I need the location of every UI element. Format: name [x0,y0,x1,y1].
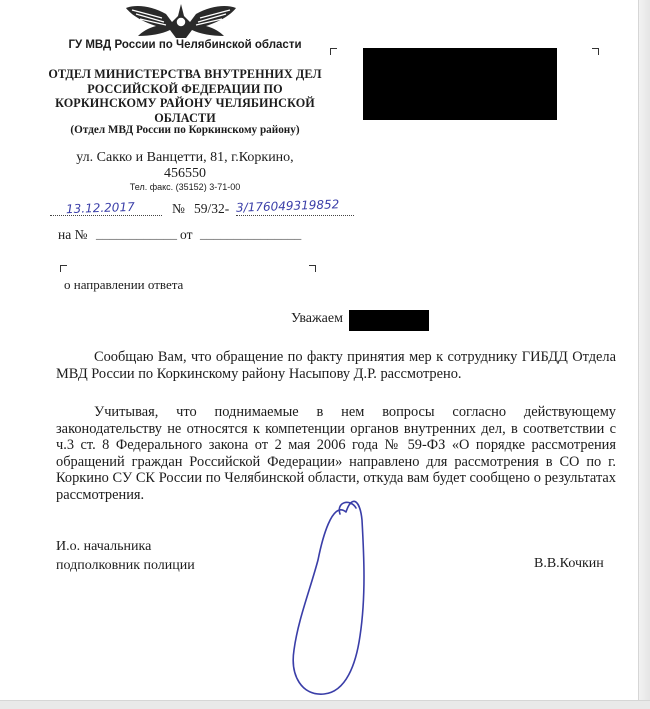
signatory-title: И.о. начальника [56,539,152,554]
addressee-redaction [363,48,557,120]
letter-subject: о направлении ответа [64,277,184,292]
body-paragraph-2: Учитывая, что поднимаемые в нем вопросы согласно действующему законодательству не относятся к компетенции органов внутренних дел, в соответствии с ч.3 ст. 8 Федерального закона от 2 мая 2006 года № 59-ФЗ «О порядке рассмотрения обращений граждан Российской Федерации» направлено для рассмотрения в СО по г. Коркино СУ СК России по Челябинской области, откуда вам будет сообщено о результатах рассмотрения. [56,404,616,503]
department-line: КОРКИНСКОМУ РАЙОНУ ЧЕЛЯБИНСКОЙ [55,96,315,110]
signatory-position [56,537,195,575]
reference-blank: ____________ [96,226,177,241]
department-line: ОБЛАСТИ [154,110,216,125]
department-short-name: (Отдел МВД России по Коркинскому району) [70,124,300,136]
signatory-name: В.В.Кочкин [534,556,604,571]
from-label: от [180,227,193,242]
subject-corner-left [60,265,67,272]
number-label: № [172,201,185,216]
address-zip: 456550 [164,166,206,181]
phone-fax: Тел. факс. (35152) 3-71-00 [129,182,241,192]
addressee-corner-right [592,48,599,55]
page-edge-right [638,0,650,708]
registration-number-printed: 59/32- [194,201,230,216]
ministry-name: ГУ МВД России по Челябинской области [68,39,302,51]
address [40,150,330,182]
registration-date-handwritten: 13.12.2017 [65,199,135,217]
emblem-eagle-icon [122,0,240,40]
address-street: ул. Сакко и Ванцетти, 81, г.Коркино, [76,150,294,165]
department-line: ОТДЕЛ МИНИСТЕРСТВА ВНУТРЕННИХ ДЕЛ [48,67,322,81]
greeting: Уважаем [291,311,343,326]
reference-label: на № [58,227,88,242]
from-blank: _______________ [200,226,302,241]
greeting-name-redaction [349,310,429,331]
signatory-rank: подполковник полиции [56,558,195,573]
subject-corner-right [309,265,316,272]
department-name [40,67,330,125]
addressee-corner-left [330,48,337,55]
number-dotted-line [236,215,354,216]
department-line: РОССИЙСКОЙ ФЕДЕРАЦИИ ПО [87,81,283,96]
registration-number-handwritten: 3/176049319852 [235,197,340,215]
body-paragraph-1: Сообщаю Вам, что обращение по факту принятия мер к сотруднику ГИБДД Отдела МВД России по Коркинскому району Насыпову Д.Р. рассмотрено. [56,349,616,382]
